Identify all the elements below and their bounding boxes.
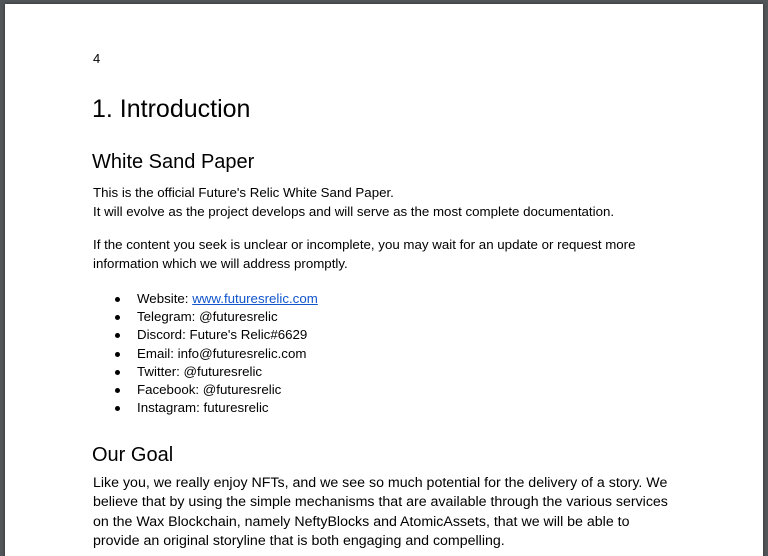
goal-line-4: provide an original storyline that is both engaging and compelling. [93,533,505,550]
bullet-icon [115,315,120,320]
email-text: Email: info@futuresrelic.com [137,345,307,361]
goal-line-2: believe that by using the simple mechanisms that are available through the various services [93,494,668,511]
document-page [5,4,763,556]
contact-website [113,290,318,308]
update-paragraph [93,236,636,273]
section-title: 1. Introduction [92,95,251,123]
our-goal-heading: Our Goal [92,444,174,466]
goal-line-1: Like you, we really enjoy NFTs, and we see so much potential for the delivery of a story. We [93,475,668,491]
discord-text: Discord: Future's Relic#6629 [137,327,308,343]
update-line-1: If the content you seek is unclear or incomplete, you may wait for an update or request more [93,237,636,252]
intro-line-2: It will evolve as the project develops and will serve as the most complete documentation. [93,203,615,219]
contact-list [113,290,318,417]
website-link[interactable]: www.futuresrelic.com [192,291,318,306]
website-label: Website: [137,291,193,306]
instagram-text: Instagram: futuresrelic [137,400,269,416]
page-number: 4 [93,51,101,66]
bullet-icon [115,352,120,357]
goal-paragraph [93,474,668,552]
intro-paragraph [93,184,614,221]
contact-twitter [113,363,318,381]
facebook-text: Facebook: @futuresrelic [137,382,282,398]
bullet-icon [115,297,120,302]
contact-email [113,345,318,363]
intro-line-1: This is the official Future's Relic White Sand Paper. [93,185,394,200]
contact-discord [113,326,318,344]
twitter-text: Twitter: @futuresrelic [137,363,263,379]
contact-facebook [113,381,318,399]
update-line-2: information which we will address promptly. [93,255,348,271]
white-sand-heading: White Sand Paper [92,151,255,173]
contact-telegram [113,308,318,326]
bullet-icon [115,370,120,375]
goal-line-3: on the Wax Blockchain, namely NeftyBlocks and AtomicAssets, that we will be able to [93,513,630,530]
bullet-icon [115,406,120,411]
contact-instagram [113,399,318,417]
bullet-icon [115,333,120,338]
bullet-icon [115,388,120,393]
telegram-text: Telegram: @futuresrelic [137,309,278,325]
